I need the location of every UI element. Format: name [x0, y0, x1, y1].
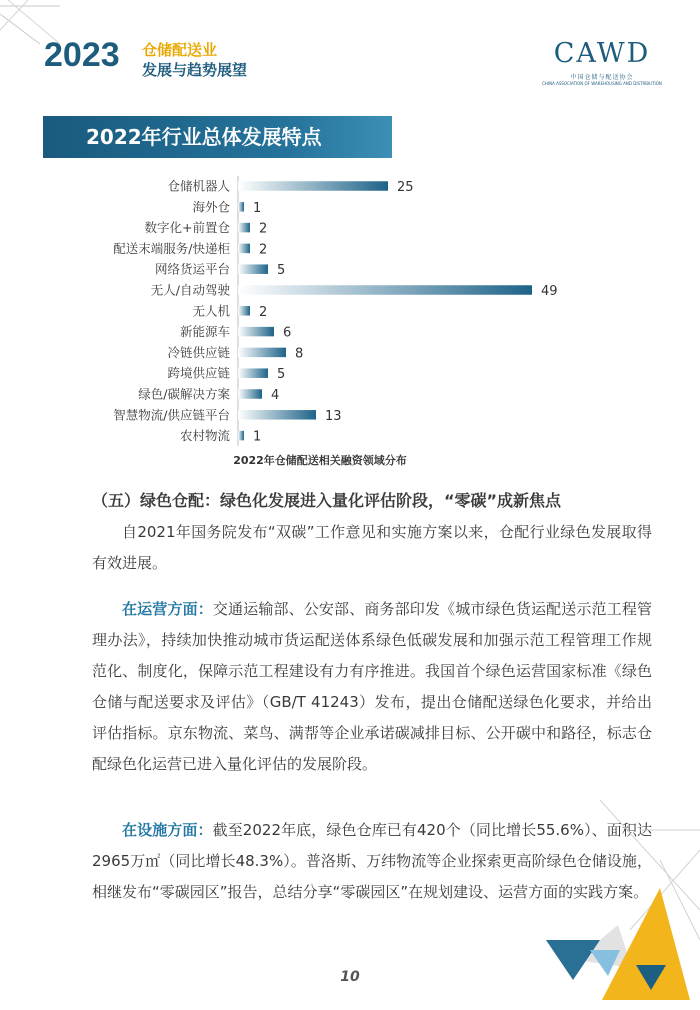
chart-bar	[238, 389, 262, 399]
chart-bar	[238, 223, 250, 233]
chart-value-label: 1	[253, 429, 262, 445]
chart-bar	[238, 202, 244, 212]
chart-category-label: 智慧物流/供应链平台	[113, 407, 230, 423]
chart-value-label: 5	[277, 367, 286, 383]
chart-category-label: 新能源车	[179, 324, 230, 340]
chart-category-label: 农村物流	[179, 428, 230, 444]
cawd-logo: CAWD	[553, 38, 651, 69]
chart-value-label: 2	[259, 304, 268, 320]
chart-category-label: 数字化+前置仓	[144, 220, 230, 236]
chart-category-label: 无人机	[192, 303, 230, 319]
chart-category-label: 配送末端服务/快递柜	[113, 240, 230, 256]
chart-bar	[238, 306, 250, 316]
facilities-body: 截至2022年底，绿色仓库已有420个（同比增长55.6%）、面积达2965万㎡（同比增长48.3%）。普洛斯、万纬物流等企业探索更高阶绿色仓储设施，相继发布“零碳园区”报告，总结分享“零碳园区”在规划建设、运营方面的实践方案。	[92, 821, 652, 901]
section-subheading: （五）绿色仓配：绿色化发展进入量化评估阶段，“零碳”成新焦点	[92, 491, 562, 510]
page-number: 10	[340, 969, 360, 985]
chart-bar	[238, 327, 274, 337]
chart-category-label: 无人/自动驾驶	[150, 282, 230, 298]
chart-caption: 2022年仓储配送相关融资领域分布	[233, 454, 407, 467]
chart-bar	[238, 368, 268, 378]
financing-bar-chart	[0, 170, 640, 452]
cawd-logo-cn: 中国仓储与配送协会	[570, 74, 634, 81]
chart-category-label: 跨境供应链	[167, 365, 230, 381]
chart-value-label: 2	[259, 221, 268, 237]
operations-body: 交通运输部、公安部、商务部印发《城市绿色货运配送示范工程管理办法》，持续加快推动城市货运配送体系绿色低碳发展和加强示范工程管理工作规范化、制度化，保障示范工程建设有力有序推进。我国首个绿色运营国家标准《绿色仓储与配送要求及评估》（GB/T 41243）发布，提出仓储配送绿色化要求，并给出评估指标。京东物流、菜鸟、满帮等企业承诺碳减排目标、公开碳中和路径，标志仓配绿色化运营已进入量化评估的发展阶段。	[92, 600, 652, 773]
operations-lead: 在运营方面：	[122, 600, 213, 618]
chart-value-label: 2	[259, 242, 268, 258]
section-title: 2022年行业总体发展特点	[86, 125, 322, 149]
header-subtitle-2: 发展与趋势展望	[142, 61, 248, 79]
chart-category-label: 海外仓	[192, 199, 230, 215]
chart-value-label: 13	[325, 408, 342, 424]
chart-bar	[238, 244, 250, 254]
facilities-lead: 在设施方面：	[122, 821, 213, 839]
chart-category-label: 冷链供应链	[167, 344, 230, 360]
chart-bar	[238, 410, 316, 420]
chart-category-label: 仓储机器人	[167, 178, 230, 194]
chart-bar	[238, 348, 286, 358]
paragraph-operations	[92, 594, 652, 780]
chart-value-label: 6	[283, 325, 292, 341]
chart-value-label: 4	[271, 388, 280, 403]
header-year: 2023	[44, 36, 120, 74]
chart-category-label: 绿色/碳解决方案	[138, 386, 230, 402]
chart-value-label: 1	[253, 200, 262, 216]
paragraph-intro-text: 自2021年国务院发布“双碳”工作意见和实施方案以来，仓配行业绿色发展取得有效进展。	[92, 523, 652, 572]
chart-bar	[238, 181, 388, 191]
chart-value-label: 25	[397, 180, 414, 195]
chart-value-label: 49	[541, 284, 558, 299]
chart-bar	[238, 285, 532, 295]
cawd-logo-en: CHINA ASSOCIATION OF WAREHOUSING AND DISTRIBUTION	[542, 81, 662, 86]
paragraph-intro	[92, 517, 652, 579]
chart-bar	[238, 264, 268, 274]
header-subtitle-1: 仓储配送业	[142, 41, 218, 59]
chart-category-label: 网络货运平台	[154, 261, 230, 277]
chart-bar	[238, 431, 244, 441]
chart-value-label: 5	[277, 263, 286, 279]
chart-value-label: 8	[295, 346, 304, 362]
